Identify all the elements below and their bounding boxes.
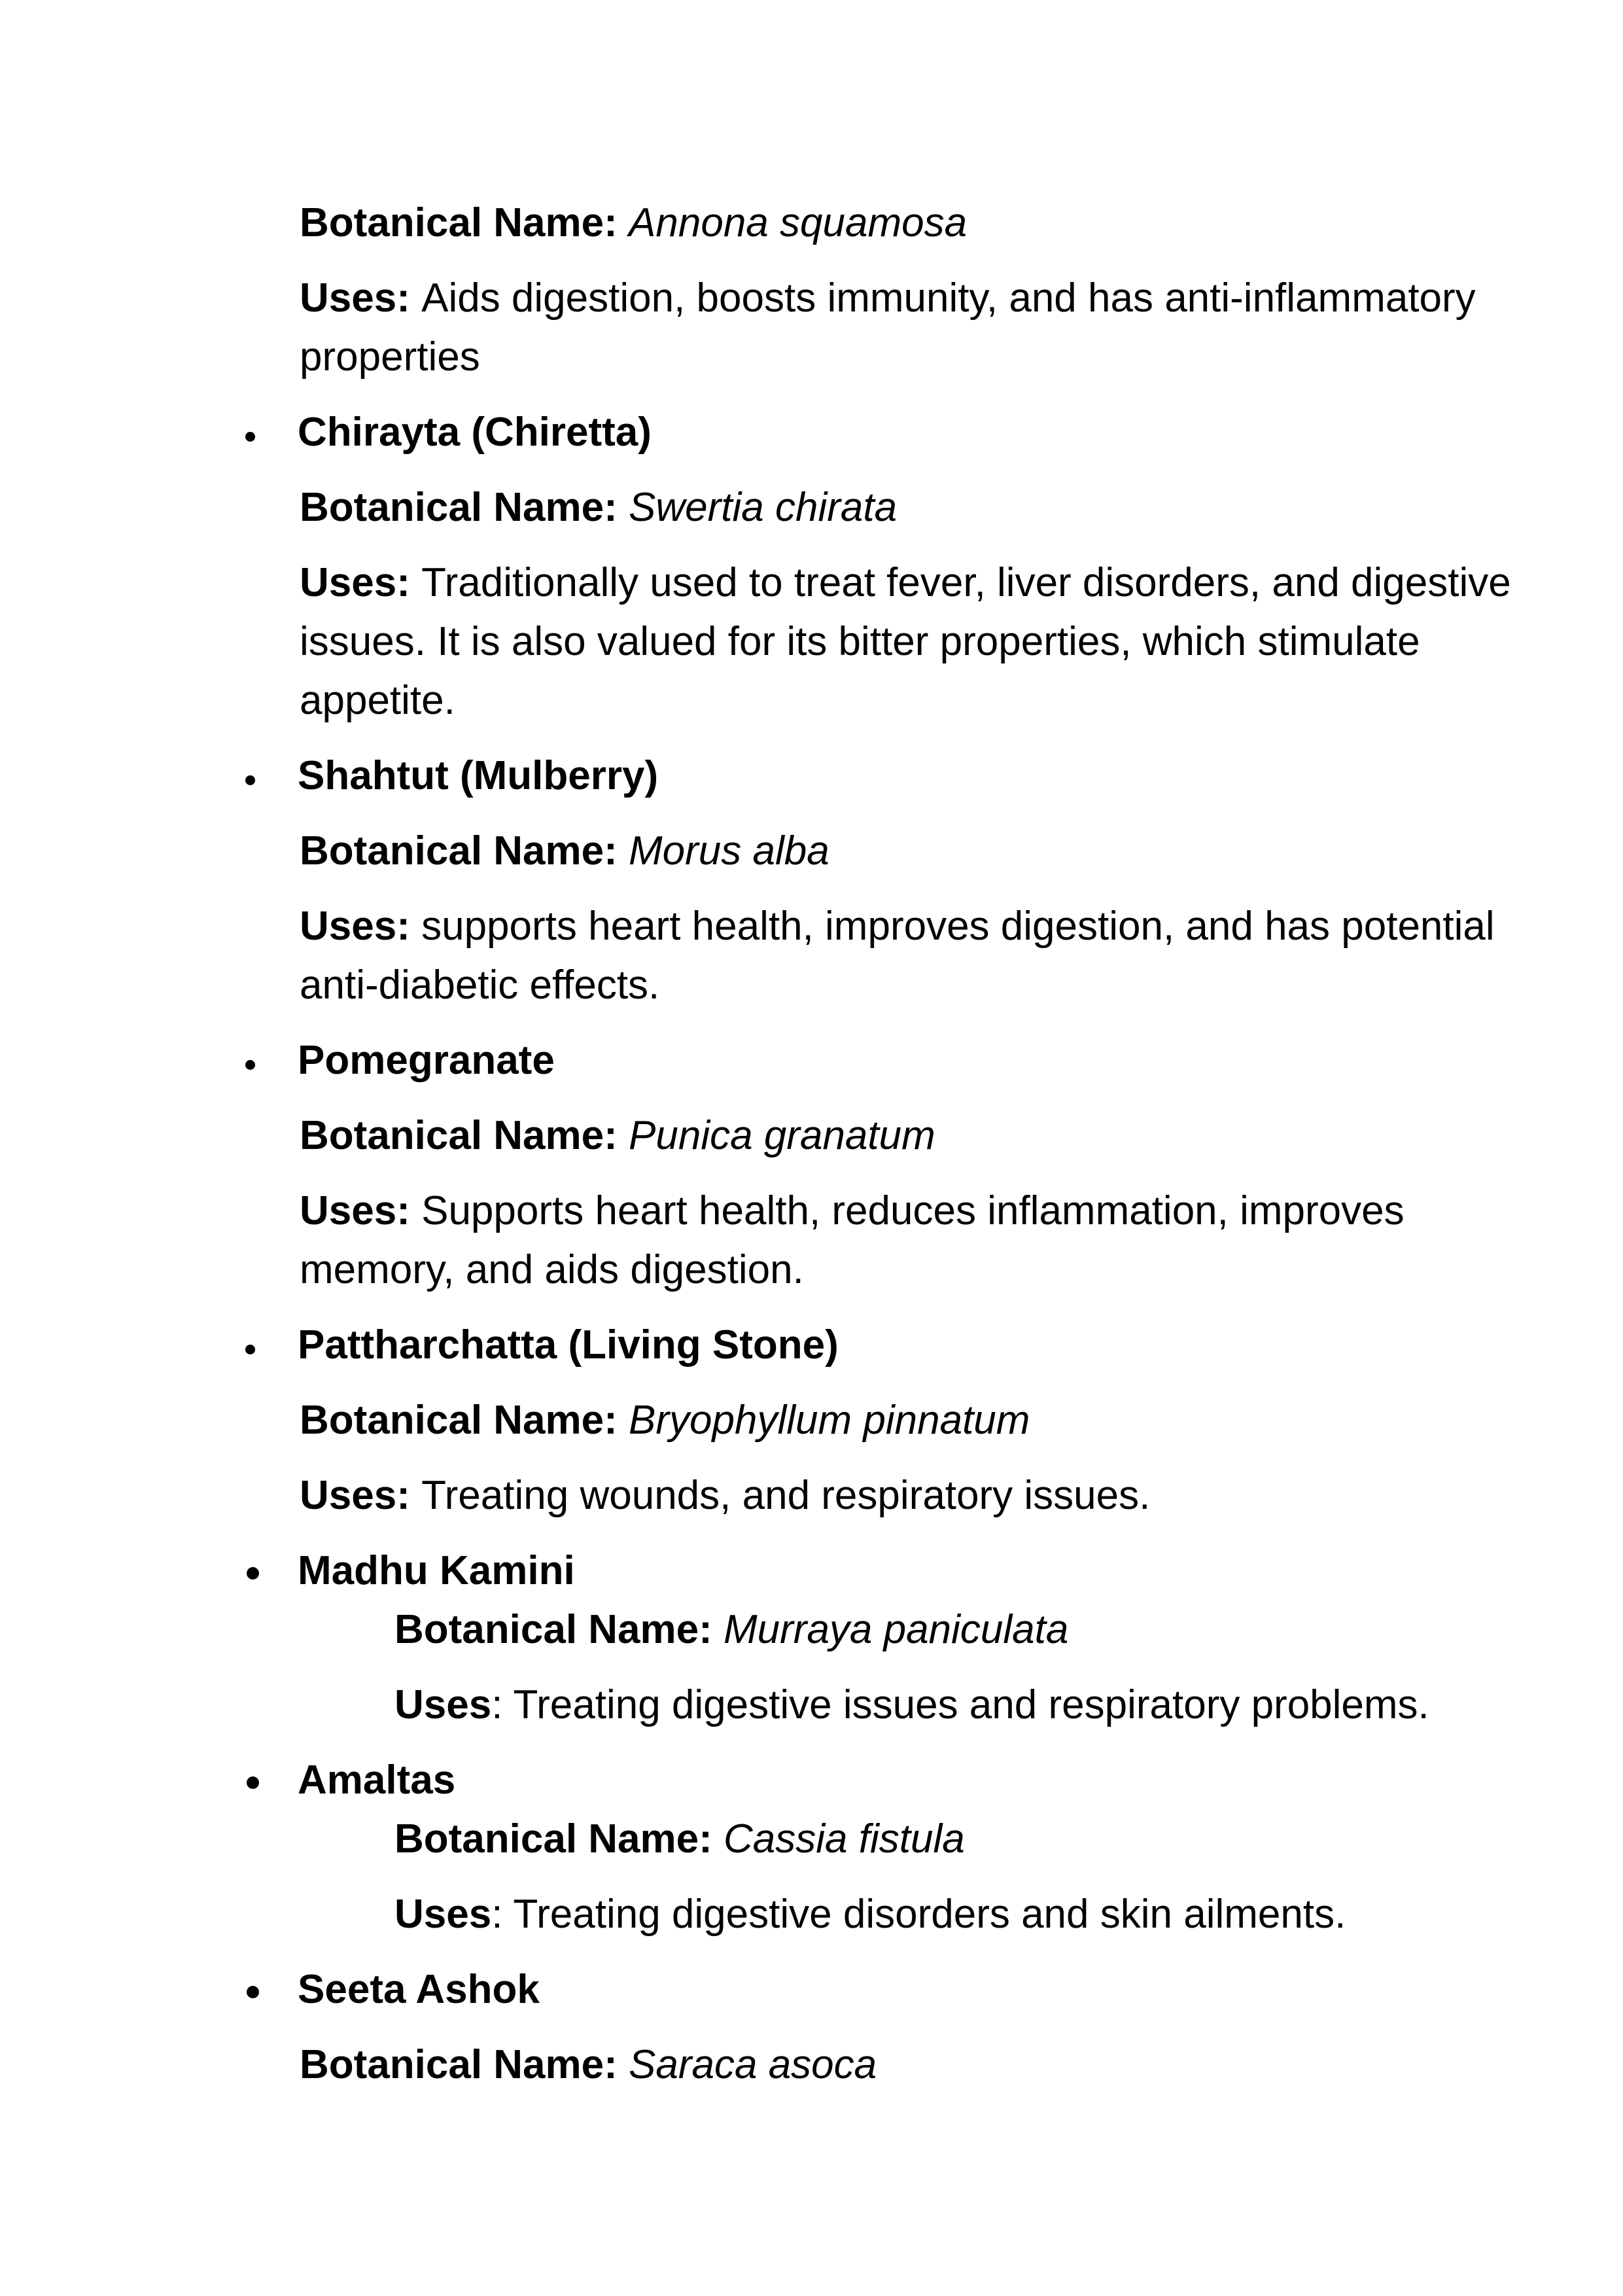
text-segment: Pattharchatta (Living Stone) [298, 1322, 839, 1368]
text-line [0, 1960, 1623, 2019]
list-item [0, 747, 1623, 805]
bullet-icon [245, 1345, 255, 1354]
text-segment: Murraya paniculata [724, 1607, 1069, 1652]
bullet-icon [247, 1986, 259, 1998]
text-segment: Uses: [300, 1188, 422, 1233]
text-line [0, 554, 1623, 612]
paragraph [0, 2036, 1623, 2094]
text-line [0, 1600, 1623, 1659]
text-segment: memory, and aids digestion. [300, 1247, 804, 1292]
paragraph [0, 554, 1623, 730]
paragraph [0, 269, 1623, 387]
text-segment: anti-diabetic effects. [300, 963, 660, 1008]
paragraph [0, 1676, 1623, 1735]
text-segment: Botanical Name: [300, 1113, 629, 1158]
text-segment: Chirayta (Chiretta) [298, 410, 652, 455]
text-line [0, 1676, 1623, 1735]
paragraph [0, 478, 1623, 537]
text-line [0, 1542, 1623, 1600]
list-item [0, 1751, 1623, 1810]
text-line [0, 822, 1623, 881]
bullet-icon [247, 1776, 259, 1789]
text-segment: Botanical Name: [394, 1816, 724, 1862]
text-segment: Pomegranate [298, 1038, 555, 1083]
bullet-icon [245, 775, 255, 785]
text-line [0, 671, 1623, 730]
paragraph [0, 1810, 1623, 1869]
text-line [0, 956, 1623, 1015]
text-segment: Botanical Name: [300, 485, 629, 530]
paragraph [0, 1466, 1623, 1525]
text-segment: Amaltas [298, 1757, 456, 1803]
paragraph [0, 1106, 1623, 1165]
text-line [0, 328, 1623, 387]
list-item [0, 1031, 1623, 1090]
bullet-icon [245, 432, 255, 442]
text-segment: Uses: [300, 560, 422, 605]
text-line [0, 403, 1623, 462]
list-item [0, 403, 1623, 462]
text-segment: Botanical Name: [300, 828, 629, 874]
text-line [0, 1106, 1623, 1165]
text-segment: supports heart health, improves digestion, and has potential [421, 904, 1495, 949]
text-line [0, 747, 1623, 805]
list-item [0, 1542, 1623, 1600]
text-segment: Seeta Ashok [298, 1967, 540, 2012]
text-segment: : Treating digestive issues and respiratory problems. [491, 1682, 1429, 1727]
text-segment: Supports heart health, reduces inflammation, improves [421, 1188, 1405, 1233]
list-item [0, 1960, 1623, 2019]
text-segment: Saraca asoca [629, 2042, 877, 2087]
text-line [0, 1031, 1623, 1090]
bullet-icon [245, 1060, 255, 1070]
text-line [0, 1810, 1623, 1869]
text-segment: Uses [394, 1892, 492, 1937]
text-line [0, 269, 1623, 328]
text-segment: Annona squamosa [629, 200, 968, 245]
text-line [0, 1466, 1623, 1525]
text-segment: Morus alba [629, 828, 829, 874]
bullet-icon [247, 1567, 259, 1580]
paragraph [0, 1391, 1623, 1450]
paragraph [0, 897, 1623, 1015]
list-item [0, 1316, 1623, 1375]
text-segment: appetite. [300, 678, 455, 723]
text-line [0, 478, 1623, 537]
text-line [0, 1241, 1623, 1299]
text-segment: Cassia fistula [724, 1816, 965, 1862]
text-line [0, 194, 1623, 253]
text-segment: Botanical Name: [300, 1398, 629, 1443]
text-segment: Uses [394, 1682, 492, 1727]
paragraph [0, 822, 1623, 881]
page-content [0, 194, 1623, 2111]
text-segment: Shahtut (Mulberry) [298, 753, 659, 798]
text-segment: Aids digestion, boosts immunity, and has anti-inflammatory [421, 275, 1476, 321]
paragraph [0, 1600, 1623, 1659]
text-line [0, 2036, 1623, 2094]
text-segment: Botanical Name: [300, 200, 629, 245]
paragraph [0, 194, 1623, 253]
text-segment: Uses: [300, 904, 422, 949]
text-line [0, 1885, 1623, 1944]
text-segment: : Treating digestive disorders and skin ailments. [491, 1892, 1346, 1937]
text-line [0, 612, 1623, 671]
text-line [0, 1391, 1623, 1450]
text-segment: Botanical Name: [300, 2042, 629, 2087]
text-segment: Uses: [300, 275, 422, 321]
text-line [0, 1316, 1623, 1375]
text-segment: Traditionally used to treat fever, liver disorders, and digestive [421, 560, 1511, 605]
text-segment: Bryophyllum pinnatum [629, 1398, 1030, 1443]
text-segment: Madhu Kamini [298, 1548, 575, 1593]
text-segment: Botanical Name: [394, 1607, 724, 1652]
text-segment: Swertia chirata [629, 485, 898, 530]
paragraph [0, 1182, 1623, 1299]
text-segment: Treating wounds, and respiratory issues. [421, 1473, 1151, 1518]
paragraph [0, 1885, 1623, 1944]
text-segment: Uses: [300, 1473, 422, 1518]
text-segment: properties [300, 334, 480, 380]
text-line [0, 897, 1623, 956]
text-segment: issues. It is also valued for its bitter properties, which stimulate [300, 619, 1420, 664]
text-segment: Punica granatum [629, 1113, 935, 1158]
text-line [0, 1182, 1623, 1241]
text-line [0, 1751, 1623, 1810]
